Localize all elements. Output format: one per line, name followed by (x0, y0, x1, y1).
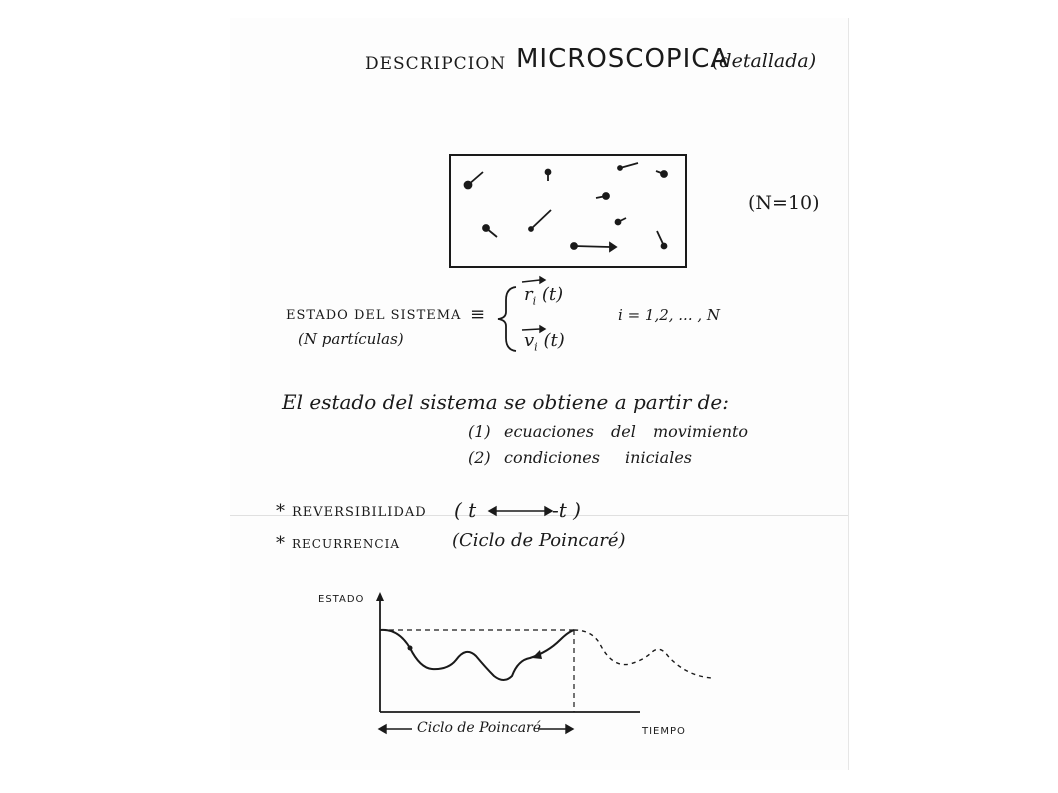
state-trajectory (380, 630, 574, 680)
velocity-vector (524, 330, 565, 354)
index-range: i = 1,2, ... , N (618, 306, 721, 324)
state-brace (498, 287, 516, 351)
particle (596, 193, 609, 199)
position-time: (t) (541, 284, 564, 305)
graph-ylabel: ESTADO (318, 594, 365, 605)
reversibility-label: REVERSIBILIDAD (292, 505, 427, 520)
item1-number: (1) (468, 422, 491, 441)
statement-text: El estado del sistema se obtiene a partir de: (282, 390, 729, 414)
velocity-symbol: v (524, 330, 535, 351)
particle-count-label: (N=10) (748, 192, 820, 214)
reversibility-arrow (489, 507, 552, 515)
recurrence-label: RECURRENCIA (292, 537, 401, 551)
title-suffix: (detallada) (712, 50, 817, 72)
position-index: i (532, 294, 537, 308)
particle (618, 163, 638, 170)
state-label: ESTADO DEL SISTEMA (286, 308, 462, 323)
particle (465, 172, 484, 189)
title-prefix: DESCRIPCION (365, 54, 507, 74)
particle (546, 170, 551, 182)
particle (616, 218, 627, 225)
position-symbol: r (524, 284, 533, 305)
position-vector (524, 284, 563, 308)
item1-text: ecuaciones del movimiento (504, 422, 749, 441)
reversibility-expr-left: ( t (454, 498, 477, 522)
particle (529, 210, 551, 231)
reversibility-bullet: * (276, 501, 285, 522)
continued-trajectory (574, 630, 712, 678)
velocity-index: i (534, 340, 538, 354)
vector-arrow-r (522, 280, 540, 282)
particle-box (450, 155, 686, 267)
recurrence-expr: (Ciclo de Poincaré) (452, 530, 626, 551)
particle (483, 225, 497, 237)
particle (571, 243, 616, 251)
poincare-graph (376, 592, 712, 733)
item2-text: condiciones iniciales (504, 448, 692, 467)
particles-label: (N partículas) (298, 330, 404, 348)
particle (657, 231, 667, 249)
reversibility-expr-right: -t ) (552, 498, 581, 522)
velocity-time: (t) (543, 330, 565, 351)
item2-number: (2) (468, 448, 491, 467)
cycle-label: Ciclo de Poincaré (417, 720, 542, 736)
title-main: MICROSCOPICA (516, 44, 730, 74)
equiv-sign: ≡ (470, 304, 486, 325)
recurrence-bullet: * (276, 533, 285, 554)
particle (656, 171, 667, 177)
graph-xlabel: TIEMPO (642, 726, 686, 737)
